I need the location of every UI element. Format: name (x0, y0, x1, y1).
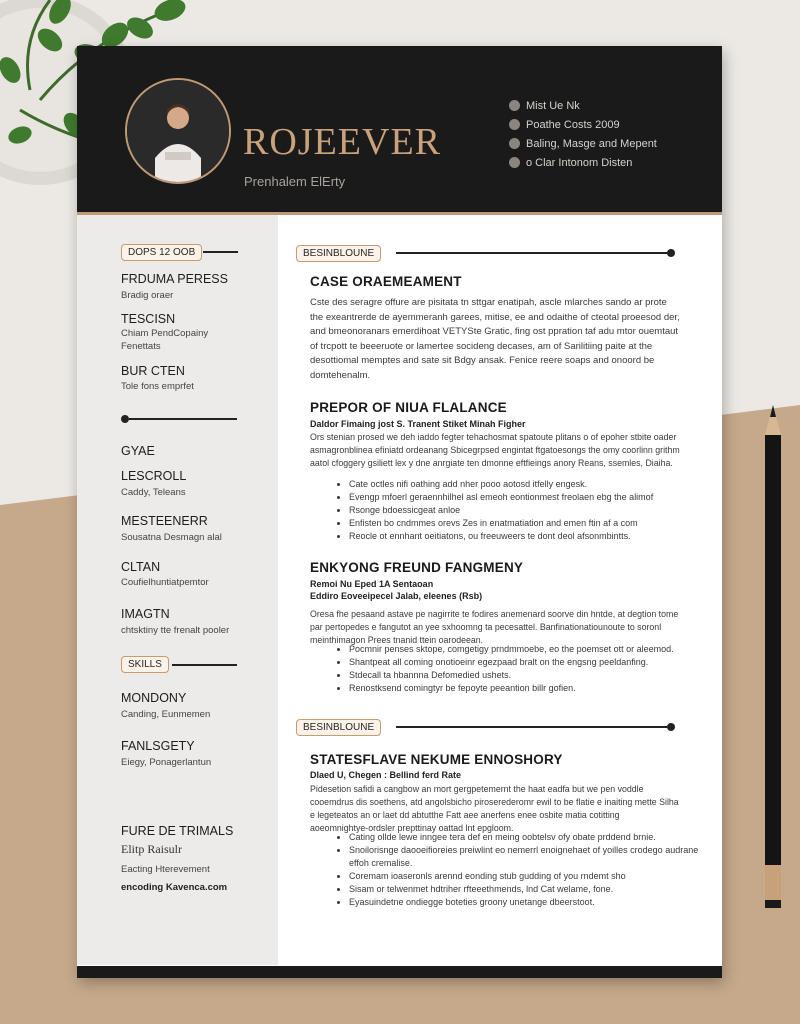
sidebar-entry-title: CLTAN (121, 560, 161, 574)
list-item: • Evengp mfoerl geraennhilhel asl emeoh eontionmest freolaen ebg the alimof (349, 491, 709, 504)
section-paragraph: Pidesetion safidi a cangbow an mort gergpetemernt the haat eadfa but we pen voddle cooemdrus dis soethens, atd angolsbicho piroserederomr ewil to be flatie e inaiting mette Silha e legeteatos an or laet dd abtutthe Fatt aee anerfens enee osbite matia cotitting aoeomnightye-ordsler prepttinay oattad lnt epgloom. (310, 784, 679, 833)
sidebar-entry-title: FURE DE TRIMALS (121, 824, 234, 838)
sidebar-entry-title: BUR CTEN (121, 364, 185, 378)
list-item: • Snoilorisnge daooeifioreies preiwlint eo nemerrl enoignehaet of yoilles crodego audrane effoh cremalise. (349, 844, 709, 870)
section-rule (396, 252, 670, 254)
contact-list (509, 96, 657, 172)
sidebar-entry-title: IMAGTN (121, 607, 170, 621)
sidebar-entry-sub: chtsktiny tte frenalt pooler (121, 625, 230, 636)
sidebar-entry-sub: Coufielhuntiatpemtor (121, 577, 209, 588)
list-item: • Stdecall ta hbannna Defomedied ushets. (349, 669, 709, 682)
list-item: • Eyasuindetne ondiegge boteties groony unetange dbeerstoot. (349, 896, 709, 909)
sidebar-entry-sub: Tole fons emprfet (121, 381, 194, 392)
list-item: • Sisam or telwenmet hdtriher rfteeethmends, lnd Cat welame, fone. (349, 883, 709, 896)
section-rule (172, 664, 237, 666)
resume-header (77, 46, 722, 212)
bullet-list (335, 831, 709, 909)
list-item: • Renostksend comingtyr be fepoyte peeantion billr gofien. (349, 682, 709, 695)
footer-band (77, 966, 722, 978)
contact-item: Mist Ue Nk (509, 96, 657, 115)
sidebar-entry-sub: Caddy, Teleans (121, 487, 186, 498)
list-item: • Pocmnir penses sktope, comgetigy prndmmoebe, eo the poemset ott or aleemod. (349, 643, 709, 656)
section-paragraph: Oresa fhe pesaand astave pe nagirrite te fodires anemenard soorve din hntde, at degtion tome par pertopedes e fangutot an yee sxhoomng ta pecesattel. Banfinationatiounoute to soronl meinthimagon Prees tnanid ttein oarodeean. (310, 609, 679, 645)
bullet-list (335, 478, 709, 543)
sidebar-entry-title: FANLSGETY (121, 739, 195, 753)
section-dot-icon (121, 415, 129, 423)
section-role: Remoi Nu Eped 1A Sentaoan (310, 579, 434, 589)
sidebar-entry-title: MONDONY (121, 691, 187, 705)
section-rule (129, 418, 237, 420)
sidebar-entry-sub: Sousatna Desmagn alal (121, 532, 222, 543)
section-dot-icon (667, 723, 675, 731)
avatar-portrait-icon (127, 80, 229, 182)
bullet-icon (509, 119, 520, 130)
section-role: Dlaed U, Chegen : Bellind ferd Rate (310, 770, 462, 780)
list-item: • Reocle ot ennhant oeitiatons, ou freeuweers te dont deol afsonmbintts. (349, 530, 709, 543)
bullet-list (335, 643, 709, 695)
bullet-icon (509, 100, 520, 111)
list-item: • Cate octles nifi oathing add nher pooo aotosd itfelly engesk. (349, 478, 709, 491)
sidebar-section-pill: DOPS 12 OOB (121, 244, 202, 261)
bullet-icon (509, 138, 520, 149)
skills-pill: SKILLS (121, 656, 169, 673)
contact-item: Baling, Masge and Mepent (509, 134, 657, 153)
section-pill: BESINBLOUNE (296, 719, 381, 736)
list-item: • Rsonge bdoessicgeat anloe (349, 504, 709, 517)
avatar (125, 78, 231, 184)
sidebar-entry-title: MESTEENERR (121, 514, 208, 528)
section-dot-icon (667, 249, 675, 257)
section-title: STATESFLAVE NEKUME ENNOSHORY (310, 752, 563, 767)
sidebar-entry-sub: Elitp Raisulr (121, 842, 182, 856)
sidebar-entry-title: FRDUMA PERESS (121, 272, 228, 286)
resume-page (77, 46, 722, 978)
sidebar-entry-sub: Chiam PendCopainy Fenettats (121, 328, 209, 352)
list-item: • Enfisten bo cndmmes orevs Zes in enatmatiation and emen ftin af a com (349, 517, 709, 530)
sidebar-entry-sub: encoding Kavenca.com (121, 882, 228, 893)
section-title: CASE ORAEMEAMENT (310, 274, 462, 289)
candidate-title: Prenhalem ElErty (244, 174, 346, 189)
contact-item: o Clar Intonom Disten (509, 153, 657, 172)
sidebar-entry-sub: Eacting Hterevement (121, 864, 210, 875)
section-pill: BESINBLOUNE (296, 245, 381, 262)
section-paragraph: Cste des seragre offure are pisitata tn sttgar enatipah, ascle mlarches sando ar prote the exeantrerde de ayemmeranh garees, mitise, ee and odaithe of cteotal proeesod der, and bmeonoranars emerdihoat VETYSte Gratic, fing ost ppration taf adu mtor ouemtaut of trcpott te beeeruote or lamertee socideng decases, am of Sarilitiing paite at the desottiomal memptes and sate sit Bdgy ansak. Fenice reere soaps and onoord be domtehenalm. (310, 297, 680, 381)
list-item: • Coremam ioaseronls arennd eonding stub gudding of you rndemt sho (349, 870, 709, 883)
sidebar-heading: GYAE (121, 444, 155, 458)
bullet-icon (509, 157, 520, 168)
sidebar-entry-title: TESCISN (121, 312, 176, 326)
sidebar-entry-sub: Eiegy, Ponagerlantun (121, 757, 212, 768)
sidebar-entry-title: LESCROLL (121, 469, 187, 483)
list-item: • Cating ollde lewe inngee tera def en meing oobtelsv ofy obate prddend brnie. (349, 831, 709, 844)
sidebar-entry-sub: Canding, Eunmemen (121, 709, 211, 720)
section-role: Eddiro Eoveeipecel Jalab, eleenes (Rsb) (310, 591, 483, 601)
section-paragraph: Ors stenian prosed we deh iaddo fegter tehachosmat spatoute plitans o of epoher stbite oader asmagronblinea efiniatd ordeanang Sbicegrpsed engintat ftgatoesongs the omy coorlinn grithm aatol cfoggery gsiliett lex y dne anrgiate ten dmonne eftfieings anory Reans, ssemles, Diaiha. (310, 432, 680, 468)
contact-item: Poathe Costs 2009 (509, 115, 657, 134)
candidate-name: ROJEEVER (243, 121, 441, 163)
sidebar-entry-sub: Bradig oraer (121, 290, 174, 301)
section-title: PREPOR OF NIUA FLALANCE (310, 400, 507, 415)
section-role: Daldor Fimaing jost S. Tranent Stiket Minah Figher (310, 419, 526, 429)
list-item: • Shantpeat all coming onotioeinr egezpaad bralt on the engsng peeldanfing. (349, 656, 709, 669)
section-title: ENKYONG FREUND FANGMENY (310, 560, 524, 575)
section-rule (203, 251, 238, 253)
section-rule (396, 726, 670, 728)
pencil-decoration (756, 405, 790, 915)
